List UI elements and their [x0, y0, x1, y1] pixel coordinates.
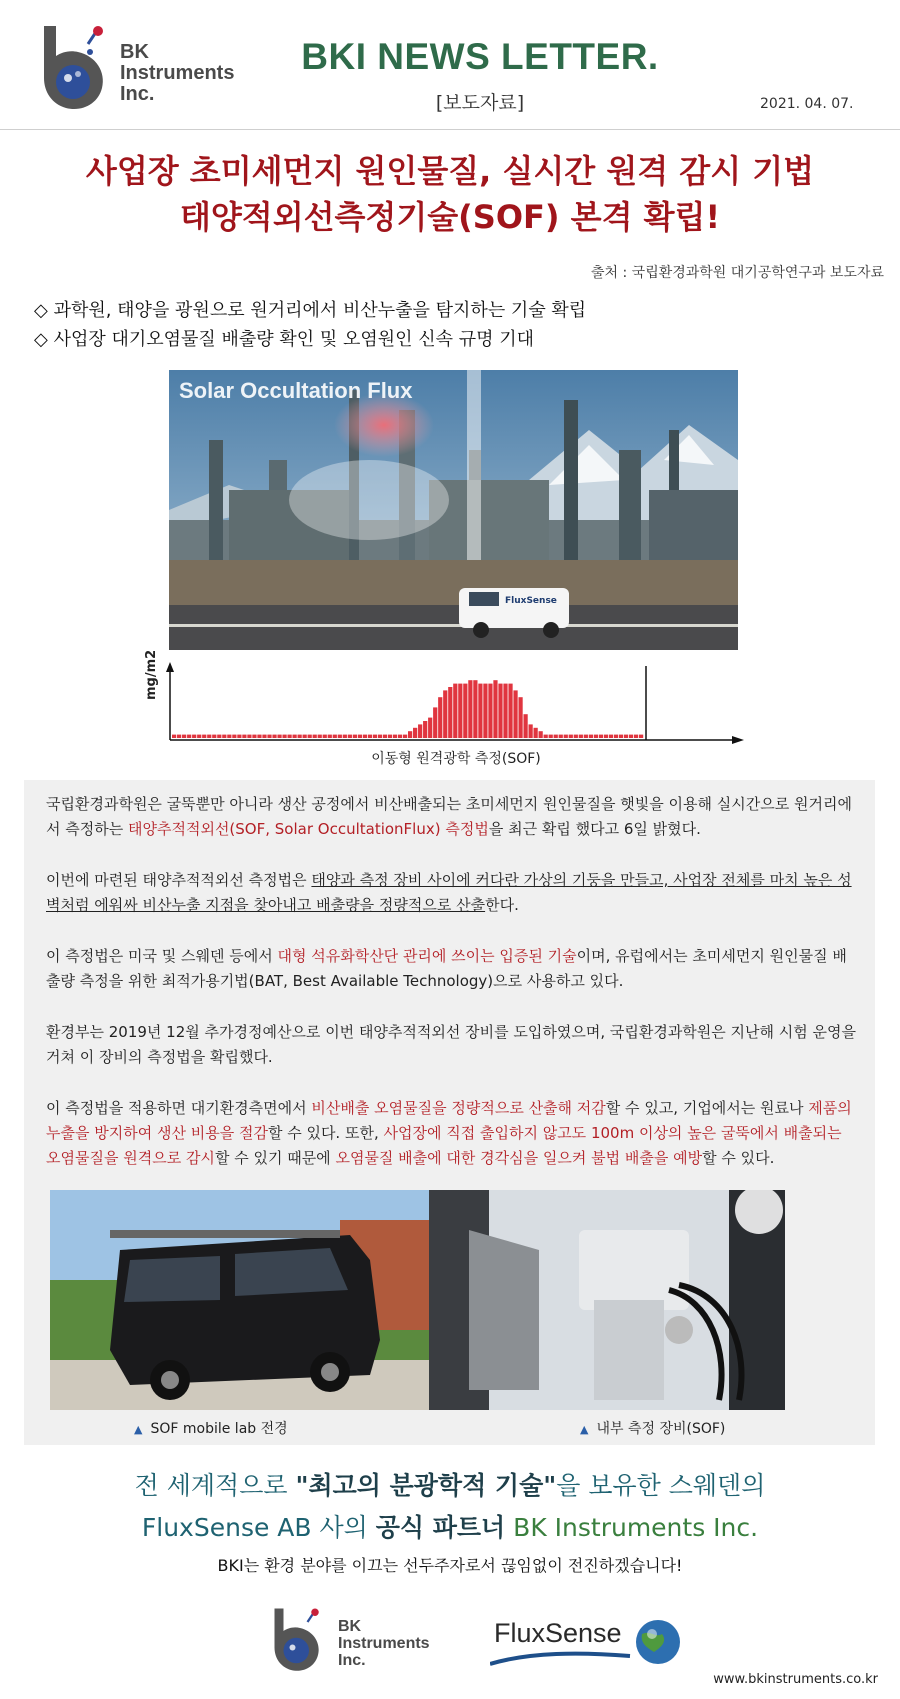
chart-bar — [358, 735, 362, 738]
press-release-label: [보도자료] — [435, 92, 525, 114]
chart-bar — [589, 735, 593, 738]
chart-bar — [383, 735, 387, 738]
bki-logo — [38, 22, 238, 114]
chart-x-arrow — [732, 736, 744, 744]
chart-bar — [468, 680, 472, 738]
chart-bar — [463, 684, 467, 738]
highlight-text: 제품의 누출을 방지하여 생산 비용을 절감 — [46, 1099, 852, 1142]
chart-bar — [293, 735, 297, 738]
text: 할 수 있기 때문에 — [214, 1149, 336, 1167]
chart-bar — [604, 735, 608, 738]
chart-bar — [549, 735, 553, 738]
chart-bar — [298, 735, 302, 738]
chart-bar — [328, 735, 332, 738]
chart-caption: 이동형 원격광학 측정(SOF) — [371, 751, 541, 767]
chart-bar — [523, 714, 527, 738]
footer-bki-logo — [270, 1600, 450, 1680]
chart-bar — [333, 735, 337, 738]
chart-bar — [569, 735, 573, 738]
chart-bar — [232, 735, 236, 738]
sof-mobile-lab-photo — [50, 1190, 435, 1410]
logo-line3: Inc. — [338, 1652, 366, 1669]
chart-bar — [257, 735, 261, 738]
chart-bar — [388, 735, 392, 738]
paragraph-1 — [46, 792, 858, 842]
chart-bar — [348, 735, 352, 738]
chart-bar — [639, 735, 643, 738]
chart-bar — [508, 684, 512, 738]
chart-bar — [202, 735, 206, 738]
issue-date: 2021. 04. 07. — [760, 96, 854, 112]
chart-bar — [237, 735, 241, 738]
chart-bar — [534, 728, 538, 738]
chart-y-arrow — [166, 662, 174, 672]
chart-bar — [488, 684, 492, 738]
chart-bar — [343, 735, 347, 738]
chart-bar — [277, 735, 281, 738]
chart-bar — [599, 735, 603, 738]
chart-bar — [624, 735, 628, 738]
logo-line2: Instruments — [120, 62, 235, 84]
chart-bar — [398, 735, 402, 738]
chart-bar — [428, 718, 432, 738]
chart-bar — [629, 735, 633, 738]
text: 이 측정법은 미국 및 스웨덴 등에서 — [46, 947, 278, 965]
partner-line1 — [0, 1465, 900, 1507]
chart-bar — [318, 735, 322, 738]
headline — [0, 148, 900, 240]
logo-line1: BK — [120, 41, 149, 63]
sof-hero-image — [169, 370, 738, 650]
chart-bar — [353, 735, 357, 738]
chart-bar — [438, 697, 442, 738]
bullet-item: ◇ 사업장 대기오염물질 배출량 확인 및 오염원인 신속 규명 기대 — [34, 329, 535, 350]
chart-bar — [559, 735, 563, 738]
chart-bar — [564, 735, 568, 738]
chart-bar — [197, 735, 201, 738]
paragraph-4: 환경부는 2019년 12월 추가경정예산으로 이번 태양추적적외선 장비를 도입하였으며, 국립환경과학원은 지난해 시험 운영을 거쳐 이 장비의 측정법을 확립했다. — [46, 1023, 857, 1066]
chart-bar — [303, 735, 307, 738]
chart-bar — [393, 735, 397, 738]
logo-line2: Instruments — [338, 1635, 430, 1652]
highlight-text: 오염물질 배출에 대한 경각심을 일으켜 불법 배출을 예방 — [335, 1149, 703, 1167]
headline-line2: 태양적외선측정기술(SOF) 본격 확립! — [179, 198, 721, 236]
chart-bar — [287, 735, 291, 738]
fluxsense-logo-text: FluxSense — [494, 1618, 622, 1648]
logo-line3: Inc. — [120, 83, 155, 105]
text: 을 최근 확립 했다고 6일 밝혔다. — [488, 820, 701, 838]
chart-bar — [433, 707, 437, 738]
chart-bar — [192, 735, 196, 738]
closing-statement: BKI는 환경 분야를 이끄는 선두주자로서 끊임없이 전진하겠습니다! — [217, 1556, 683, 1575]
chart-bar — [579, 735, 583, 738]
chart-bar — [368, 735, 372, 738]
chart-bar — [594, 735, 598, 738]
chart-bar — [473, 680, 477, 738]
highlight-text: 사업장에 직접 출입하지 않고도 100m 이상의 높은 굴뚝에서 배출되는 오염물질을 원격으로 감시 — [46, 1124, 842, 1167]
chart-bar — [544, 735, 548, 738]
chart-y-axis-label: mg/m2 — [144, 649, 159, 700]
text: 할 수 있고, 기업에서는 원료나 — [605, 1099, 809, 1117]
globe-icon — [490, 1612, 680, 1672]
chart-bar — [554, 735, 558, 738]
highlight-text: 태양추적적외선(SOF, Solar OccultationFlux) 측정법 — [128, 820, 489, 838]
bki-logo-text — [120, 42, 234, 105]
van-brand-label: FluxSense — [505, 596, 557, 606]
chart-bar — [308, 735, 312, 738]
text: 국립환경과학원은 굴뚝뿐만 아니라 생산 공정에서 비산배출되는 초미세먼지 원인물질을 햇빛을 이용해 실시간으로 원거리에서 측정하는 — [46, 795, 852, 838]
bullet-item: ◇ 과학원, 태양을 광원으로 원거리에서 비산누출을 탐지하는 기술 확립 — [34, 300, 587, 321]
caption-text: SOF mobile lab 전경 — [150, 1421, 288, 1437]
fluxsense-logo — [490, 1612, 680, 1672]
headline-line1: 사업장 초미세먼지 원인물질, 실시간 원격 감시 기법 — [85, 152, 815, 190]
chart-bar — [222, 735, 226, 738]
chart-bar — [363, 735, 367, 738]
partner-line2 — [0, 1507, 900, 1549]
chart-bar — [539, 731, 543, 738]
chart-bar — [503, 684, 507, 738]
emphasis-text: "최고의 분광학적 기술" — [295, 1471, 557, 1500]
summary-bullets — [34, 296, 586, 354]
chart-bar — [634, 735, 638, 738]
chart-bar — [483, 684, 487, 738]
triangle-icon: ▲ — [580, 1423, 589, 1436]
partner-statement — [0, 1465, 900, 1549]
paragraph-3 — [46, 944, 858, 994]
chart-bar — [272, 735, 276, 738]
newsletter-header — [0, 0, 900, 130]
footer-logo-text — [338, 1618, 430, 1669]
bki-logo-icon — [38, 22, 118, 114]
chart-bar — [403, 735, 407, 738]
underlined-text: 태양과 측정 장비 사이에 커다란 가상의 기둥을 만들고, 사업장 전체를 마치 높은 성벽처럼 에워싸 비산누출 지점을 찾아내고 배출량을 정량적으로 산출 — [46, 871, 852, 914]
chart-bar — [513, 690, 517, 738]
refinery-illustration — [169, 370, 738, 650]
chart-bar — [323, 735, 327, 738]
hero-label: Solar Occultation Flux — [179, 378, 413, 403]
instrument-photo — [429, 1190, 785, 1410]
highlight-text: 비산배출 오염물질을 정량적으로 산출해 저감 — [311, 1099, 606, 1117]
text: 할 수 있다. 또한, — [267, 1124, 384, 1142]
chart-bar — [443, 690, 447, 738]
bki-logo-icon — [270, 1600, 330, 1680]
chart-bar — [574, 735, 578, 738]
chart-bar — [529, 724, 533, 738]
chart-bar — [227, 735, 231, 738]
company-name: BK Instruments Inc. — [505, 1513, 759, 1542]
caption-text: 내부 측정 장비(SOF) — [596, 1421, 726, 1437]
text: FluxSense AB 사의 — [141, 1513, 376, 1542]
text: 전 세계적으로 — [134, 1471, 296, 1500]
paragraph-5 — [46, 1096, 858, 1171]
chart-bar — [518, 697, 522, 738]
chart-bar — [247, 735, 251, 738]
chart-bar — [373, 735, 377, 738]
text: 한다. — [485, 896, 519, 914]
chart-bar — [177, 735, 181, 738]
source-credit: 출처 : 국립환경과학원 대기공학연구과 보도자료 — [591, 265, 884, 281]
chart-bar — [242, 735, 246, 738]
chart-bar — [418, 724, 422, 738]
chart-bar — [423, 721, 427, 738]
van-photo — [50, 1190, 435, 1410]
sof-concentration-chart — [140, 660, 760, 760]
chart-bar — [262, 735, 266, 738]
chart-bar — [453, 684, 457, 738]
text: 이며, 유럽에서는 초미세먼지 원인물질 배출량 측정을 위한 최적가용기법(BAT, Best Available Technology)으로 사용하고 있다. — [46, 947, 847, 990]
logo-line1: BK — [338, 1618, 362, 1635]
chart-bar — [493, 680, 497, 738]
chart-bar — [212, 735, 216, 738]
text: 이 측정법을 적용하면 대기환경측면에서 — [46, 1099, 312, 1117]
emphasis-text: 공식 파트너 — [375, 1513, 506, 1542]
chart-bar — [252, 735, 256, 738]
chart-bar — [584, 735, 588, 738]
newsletter-title: BKI NEWS LETTER. — [301, 36, 659, 77]
chart-bar — [207, 735, 211, 738]
article-body — [24, 780, 875, 1445]
sof-instrument-photo — [429, 1190, 814, 1410]
text: 할 수 있다. — [702, 1149, 775, 1167]
chart-bar — [448, 687, 452, 738]
chart-bar — [498, 684, 502, 738]
chart-bar — [172, 735, 176, 738]
chart-bar — [458, 684, 462, 738]
chart-bar — [619, 735, 623, 738]
highlight-text: 대형 석유화학산단 관리에 쓰이는 입증된 기술 — [277, 947, 577, 965]
chart-bar — [267, 735, 271, 738]
website-url: www.bkinstruments.co.kr — [713, 1672, 878, 1687]
chart-bar — [378, 735, 382, 738]
left-photo-caption — [134, 1418, 288, 1438]
text: 을 보유한 스웨덴의 — [556, 1471, 766, 1500]
chart-bar — [217, 735, 221, 738]
text: 이번에 마련된 태양추적적외선 측정법은 — [46, 871, 312, 889]
chart-bar — [408, 731, 412, 738]
chart-bar — [182, 735, 186, 738]
chart-bar — [187, 735, 191, 738]
chart-bar — [413, 728, 417, 738]
chart-bar — [609, 735, 613, 738]
chart-bar — [478, 684, 482, 738]
chart-bar — [614, 735, 618, 738]
paragraph-2 — [46, 868, 858, 918]
chart-bar — [282, 735, 286, 738]
chart-bar — [338, 735, 342, 738]
right-photo-caption — [580, 1418, 725, 1438]
triangle-icon: ▲ — [134, 1423, 143, 1436]
chart-bar — [313, 735, 317, 738]
